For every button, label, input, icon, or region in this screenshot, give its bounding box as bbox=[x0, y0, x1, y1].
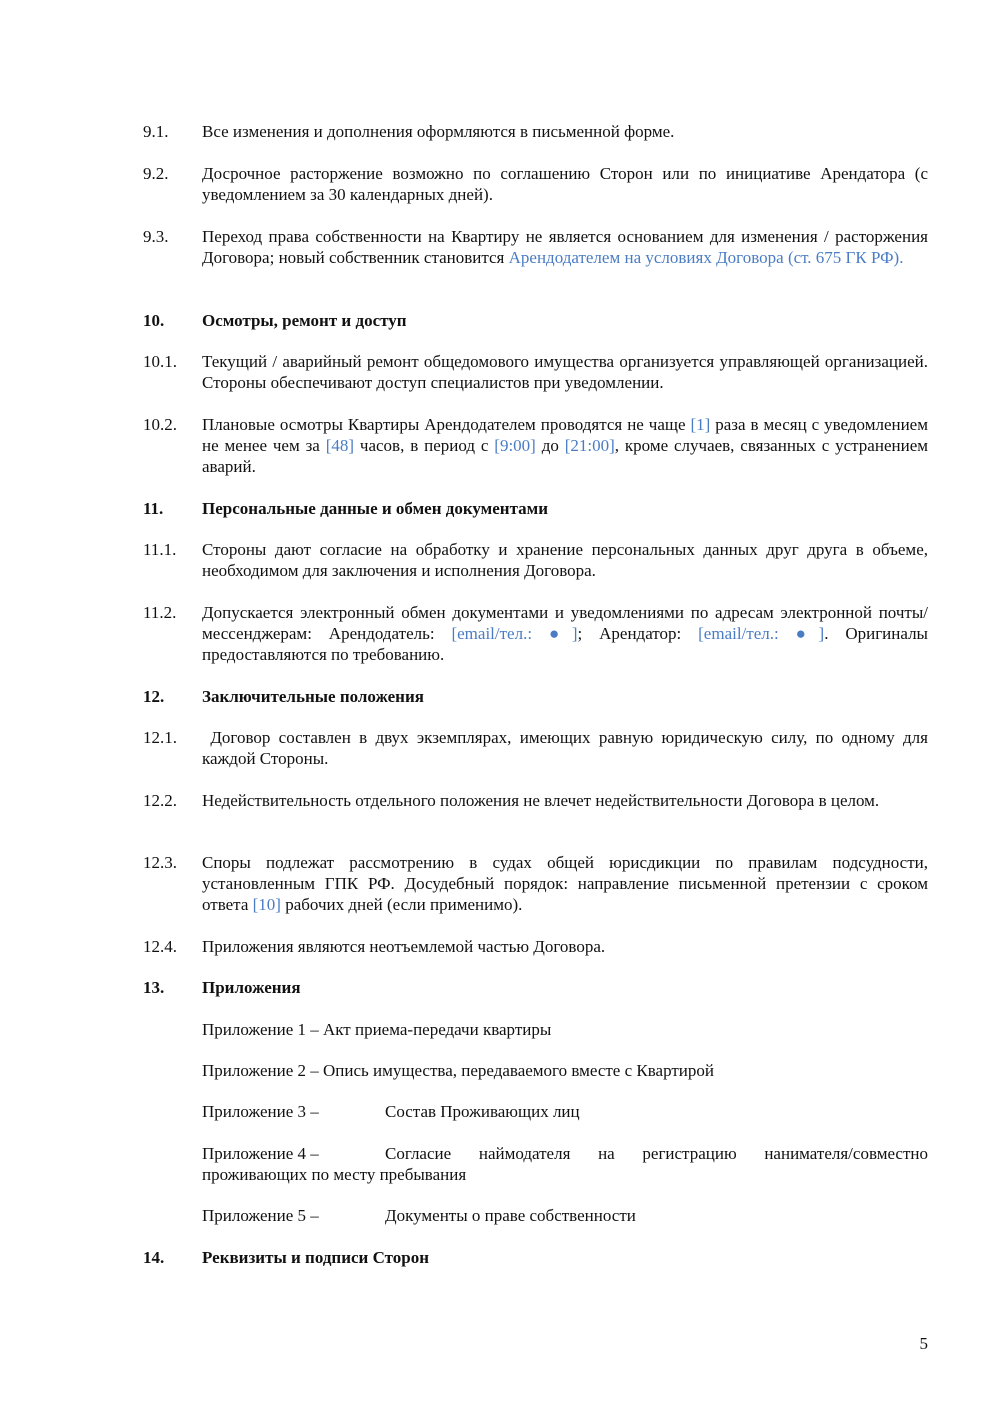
appendix-text: Приложение 2 – Опись имущества, передаваемого вместе с Квартирой bbox=[202, 1061, 714, 1080]
clause-number: 10.1. bbox=[143, 352, 177, 371]
clause-text-part: , кроме случаев, связанных с устранением аварий. bbox=[202, 436, 928, 476]
clause-number: 10.2. bbox=[143, 415, 177, 434]
clause-text: Стороны дают согласие на обработку и хранение персональных данных друг друга в объеме, необходимом для заключения и исполнения Договора. bbox=[202, 540, 928, 580]
clause-text: Приложения являются неотъемлемой частью Договора. bbox=[202, 937, 606, 956]
clause-text bbox=[202, 852, 928, 915]
placeholder-notice-hours[interactable]: [48] bbox=[325, 436, 355, 455]
clause-text: Недействительность отдельного положения не влечет недействительности Договора в целом. bbox=[202, 791, 880, 810]
placeholder-tenant-contact[interactable]: [email/тел.: ●] bbox=[698, 624, 825, 643]
clause-text-part: рабочих дней (если применимо). bbox=[280, 895, 523, 914]
section-number: 12. bbox=[143, 687, 165, 706]
appendix-entry bbox=[202, 1101, 928, 1122]
clause-text-part: до bbox=[535, 436, 565, 455]
clause-text: Текущий / аварийный ремонт общедомового имущества организуется управляющей организацией. Стороны обеспечивают доступ специалистов при уведомлении. bbox=[202, 352, 928, 392]
placeholder-time-from[interactable]: [9:00] bbox=[494, 436, 536, 455]
section-title: Персональные данные и обмен документами bbox=[202, 499, 549, 518]
clause-number: 12.4. bbox=[143, 937, 177, 956]
appendix-title: Состав Проживающих лиц bbox=[385, 1102, 580, 1121]
clause-number: 9.2. bbox=[143, 164, 169, 183]
appendix-label: Приложение 5 – bbox=[202, 1206, 319, 1225]
clause-text-part: Споры подлежат рассмотрению в судах общей юрисдикции по правилам подсудности, установленным ГПК РФ. Досудебный порядок: направление письменной претензии с сроком ответа bbox=[202, 853, 928, 914]
clause-text: Все изменения и дополнения оформляются в письменной форме. bbox=[202, 122, 675, 141]
section-title: Осмотры, ремонт и доступ bbox=[202, 311, 407, 330]
section-title: Заключительные положения bbox=[202, 687, 424, 706]
section-title: Реквизиты и подписи Сторон bbox=[202, 1248, 430, 1267]
clause-number: 12.1. bbox=[143, 728, 177, 747]
placeholder-time-to[interactable]: [21:00] bbox=[564, 436, 615, 455]
appendix-title: Согласие наймодателя на регистрацию нанимателя/совместно проживающих по месту пребывания bbox=[202, 1144, 928, 1184]
clause-text-part: Допускается электронный обмен документами и уведомлениями по адресам электронной почты/мессенджерам: Арендодатель: bbox=[202, 603, 928, 643]
clause-text bbox=[202, 226, 928, 268]
clause-text-part: Плановые осмотры Квартиры Арендодателем проводятся не чаще bbox=[202, 415, 691, 434]
clause-number: 9.1. bbox=[143, 122, 169, 141]
clause-text-part: . Оригиналы предоставляются по требованию. bbox=[202, 624, 928, 664]
clause-text-part: Переход права собственности на Квартиру не является основанием для изменения / расторжения Договора; новый собственник становится bbox=[202, 227, 928, 267]
placeholder-landlord-contact[interactable]: [email/тел.: ●] bbox=[451, 624, 578, 643]
clause-text: Досрочное расторжение возможно по соглашению Сторон или по инициативе Арендатора (с уведомлением за 30 календарных дней). bbox=[202, 164, 928, 204]
placeholder-response-days[interactable]: [10] bbox=[252, 895, 281, 914]
placeholder-visits-per-month[interactable]: [1] bbox=[690, 415, 711, 434]
legal-reference-link[interactable]: Арендодателем на условиях Договора (ст. 675 ГК РФ). bbox=[508, 248, 904, 267]
appendix-text: Приложение 1 – Акт приема-передачи квартиры bbox=[202, 1020, 552, 1039]
clause-text bbox=[202, 414, 928, 477]
clause-number: 9.3. bbox=[143, 227, 169, 246]
clause-text-part: раза в месяц с уведомлением не менее чем за bbox=[202, 415, 928, 455]
clause-text-part: ; Арендатор: bbox=[577, 624, 699, 643]
clause-number: 11.1. bbox=[143, 540, 177, 559]
clause-number: 11.2. bbox=[143, 603, 177, 622]
appendix-entry bbox=[202, 1143, 928, 1185]
section-number: 14. bbox=[143, 1248, 165, 1267]
appendix-label: Приложение 4 – bbox=[202, 1144, 319, 1163]
clause-number: 12.3. bbox=[143, 853, 177, 872]
appendix-label: Приложение 3 – bbox=[202, 1102, 319, 1121]
clause-number: 12.2. bbox=[143, 791, 177, 810]
clause-text bbox=[202, 602, 928, 665]
section-number: 13. bbox=[143, 978, 165, 997]
clause-text: Договор составлен в двух экземплярах, имеющих равную юридическую силу, по одному для каждой Стороны. bbox=[202, 728, 933, 768]
section-number: 11. bbox=[143, 499, 164, 518]
page-number: 5 bbox=[919, 1334, 928, 1353]
section-number: 10. bbox=[143, 311, 165, 330]
appendix-entry bbox=[202, 1205, 928, 1226]
appendix-title: Документы о праве собственности bbox=[385, 1206, 636, 1225]
clause-text-part: часов, в период с bbox=[354, 436, 495, 455]
section-title: Приложения bbox=[202, 978, 301, 997]
